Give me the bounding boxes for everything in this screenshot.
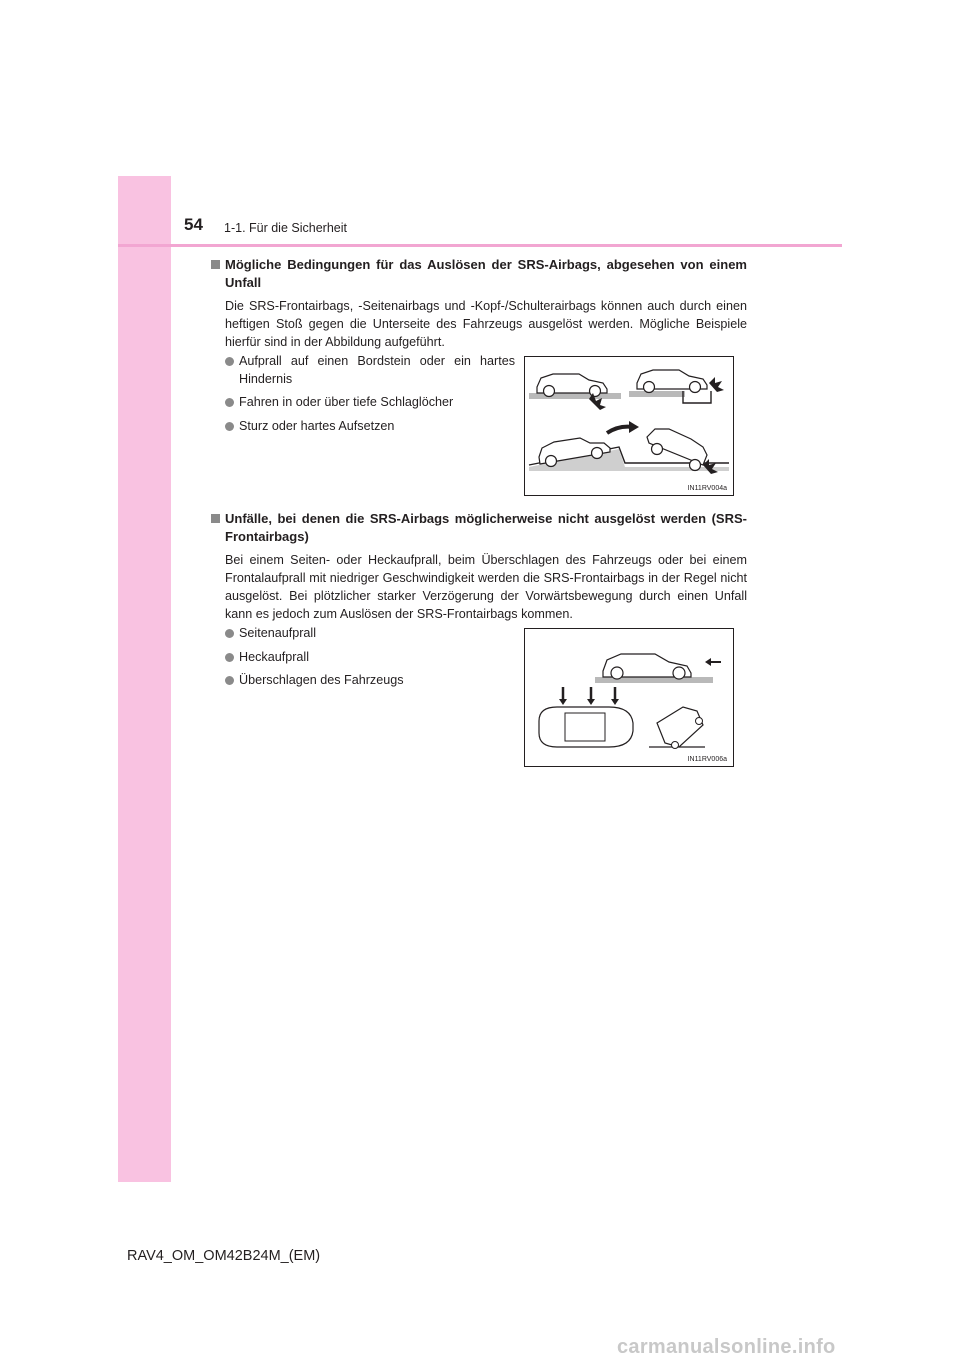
square-bullet-icon (211, 260, 220, 269)
heading-text: Mögliche Bedingungen für das Auslösen der SRS-Airbags, abgesehen von einem Unfall (225, 257, 747, 290)
bullet-dot-icon (225, 676, 234, 685)
list-item: Sturz oder hartes Aufsetzen (225, 418, 515, 436)
section-heading (211, 510, 747, 546)
list-item: Seitenaufprall (225, 625, 515, 643)
manual-code: RAV4_OM_OM42B24M_(EM) (127, 1248, 321, 1264)
bullet-dot-icon (225, 398, 234, 407)
square-bullet-icon (211, 514, 220, 523)
bullet-dot-icon (225, 653, 234, 662)
heading-text: Unfälle, bei denen die SRS-Airbags möglicherweise nicht ausgelöst werden (SRS-Frontairbags) (225, 511, 747, 544)
condition-list (225, 353, 515, 441)
section-body: Die SRS-Frontairbags, -Seitenairbags und -Kopf-/Schulterairbags können auch durch einen heftigen Stoß gegen die Unterseite des Fahrzeugs ausgelöst werden. Mögliche Beispiele hierfür sind in der Abbildung aufgeführt. (225, 299, 747, 349)
side-color-band (118, 176, 171, 1182)
figure-accident-types (524, 628, 734, 767)
list-item: Fahren in oder über tiefe Schlaglöcher (225, 394, 515, 412)
bullet-dot-icon (225, 422, 234, 431)
bullet-dot-icon (225, 357, 234, 366)
underbody-impact-illustration (525, 357, 733, 495)
watermark: carmanualsonline.info (617, 1336, 836, 1358)
header-divider (118, 244, 842, 247)
section-body: Bei einem Seiten- oder Heckaufprall, beim Überschlagen des Fahrzeugs oder bei einem Frontalaufprall mit niedriger Geschwindigkeit werden die SRS-Frontairbags in der Regel nicht ausgelöst. Bei plötzlicher starker Verzögerung der Vorwärtsbewegung durch einen Unfall kann es jedoch zum Auslösen der SRS-Frontairbags kommen. (225, 553, 747, 621)
bullet-dot-icon (225, 629, 234, 638)
section-header-title: 1-1. Für die Sicherheit (224, 221, 347, 235)
section-airbag-conditions (211, 256, 747, 351)
list-item: Überschlagen des Fahrzeugs (225, 672, 515, 690)
figure-underbody-impacts (524, 356, 734, 496)
figure-code: IN11RV004a (687, 485, 727, 492)
list-item: Heckaufprall (225, 649, 515, 667)
accident-types-illustration (525, 629, 733, 766)
figure-code: IN11RV006a (687, 756, 727, 763)
list-item: Aufprall auf einen Bordstein oder ein hartes Hindernis (225, 353, 515, 388)
section-airbag-non-deployment (211, 510, 747, 623)
accident-type-list (225, 625, 515, 696)
section-heading (211, 256, 747, 292)
page-number: 54 (184, 215, 203, 234)
